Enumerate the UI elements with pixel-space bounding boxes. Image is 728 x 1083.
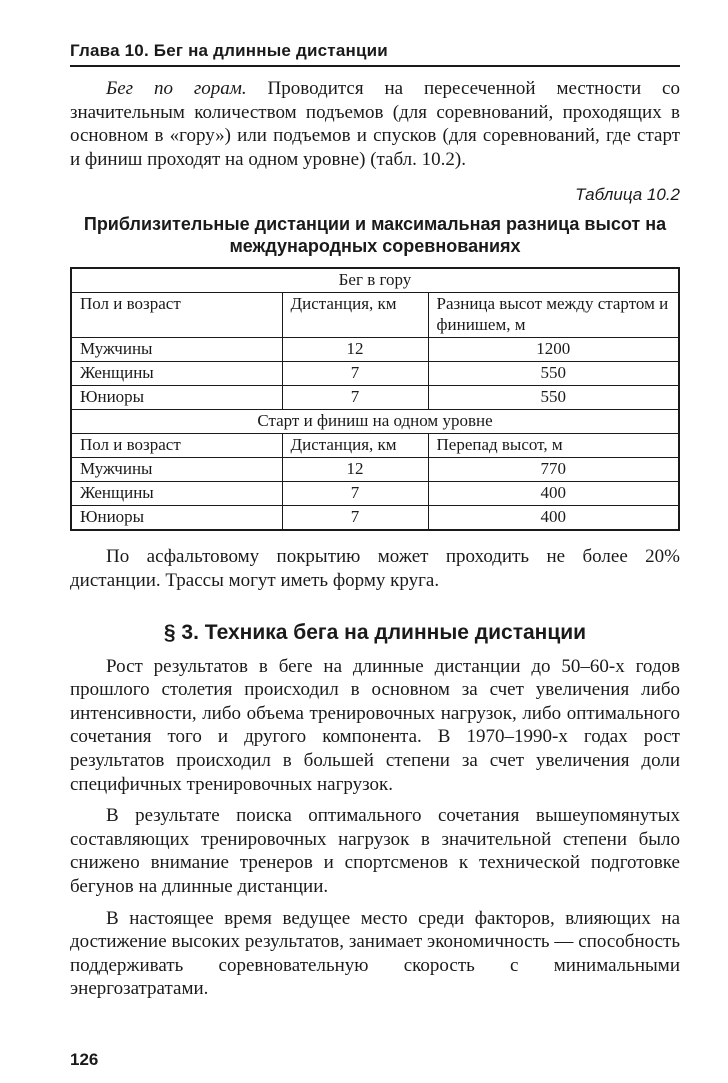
col-header-height-drop: Перепад высот, м	[428, 434, 679, 458]
table-caption: Таблица 10.2	[575, 185, 680, 205]
table-title: Приблизительные дистанции и максимальная разница высот на международных соревнованиях	[83, 214, 667, 257]
section-heading-uphill: Бег в гору	[71, 268, 679, 293]
cell-distance: 7	[282, 506, 428, 531]
cell-height: 400	[428, 482, 679, 506]
cell-group: Юниоры	[71, 386, 282, 410]
cell-height: 400	[428, 506, 679, 531]
cell-distance: 7	[282, 482, 428, 506]
col-header-distance: Дистанция, км	[282, 293, 428, 338]
table-row	[71, 338, 679, 362]
section-heading-row	[71, 410, 679, 434]
cell-group: Женщины	[71, 362, 282, 386]
cell-group: Женщины	[71, 482, 282, 506]
column-header-row	[71, 434, 679, 458]
section-heading: § 3. Техника бега на длинные дистанции	[163, 620, 587, 644]
col-header-height-diff: Разница высот между стартом и финишем, м	[428, 293, 679, 338]
cell-distance: 7	[282, 362, 428, 386]
cell-height: 770	[428, 458, 679, 482]
book-page	[70, 40, 680, 1001]
body-paragraph: В результате поиска оптимального сочетания вышеупомянутых составляющих тренировочных нагрузок в значительной степени было снижено внимание тренеров и спортсменов к технической подготовке бегунов на длинные дистанции.	[70, 805, 680, 897]
section-heading-level: Старт и финиш на одном уровне	[71, 410, 679, 434]
cell-distance: 12	[282, 458, 428, 482]
col-header-sex-age: Пол и возраст	[71, 434, 282, 458]
cell-height: 550	[428, 386, 679, 410]
cell-group: Юниоры	[71, 506, 282, 531]
table-row	[71, 458, 679, 482]
page-number: 126	[70, 1050, 99, 1069]
body-paragraph: В настоящее время ведущее место среди факторов, влияющих на достижение высоких результатов, занимает экономичность — способность поддерживать соревновательную скорость с минимальными энергозатратами.	[70, 907, 680, 1000]
intro-lead: Бег по горам.	[106, 78, 247, 99]
table-row	[71, 506, 679, 531]
section-heading-row	[71, 268, 679, 293]
cell-distance: 7	[282, 386, 428, 410]
col-header-distance: Дистанция, км	[282, 434, 428, 458]
cell-group: Мужчины	[71, 458, 282, 482]
cell-group: Мужчины	[71, 338, 282, 362]
running-head: Глава 10. Бег на длинные дистанции	[70, 40, 680, 67]
after-table-paragraph: По асфальтовому покрытию может проходить не более 20% дистанции. Трассы могут иметь форму круга.	[70, 546, 680, 591]
intro-text: Проводится на пересеченной местности со значительным количеством подъемов (для соревнований, проходящих в основном в «гору») или подъемов и спусков (для соревнований, где старт и финиш проходят на одном уровне) (табл. 10.2).	[70, 78, 680, 170]
intro-paragraph	[70, 77, 680, 171]
table-row	[71, 482, 679, 506]
table-row	[71, 362, 679, 386]
body-paragraph: Рост результатов в беге на длинные дистанции до 50–60-х годов прошлого столетия происходил в основном за счет увеличения либо интенсивности, либо объема тренировочных нагрузок, либо оптимального сочетания того и другого компонента. В 1970–1990-х годах рост результатов происходил в большей степени за счет увеличения доли специфичных тренировочных нагрузок.	[70, 655, 680, 795]
table-row	[71, 386, 679, 410]
distance-table	[70, 267, 680, 531]
cell-distance: 12	[282, 338, 428, 362]
column-header-row	[71, 293, 679, 338]
cell-height: 550	[428, 362, 679, 386]
col-header-sex-age: Пол и возраст	[71, 293, 282, 338]
cell-height: 1200	[428, 338, 679, 362]
